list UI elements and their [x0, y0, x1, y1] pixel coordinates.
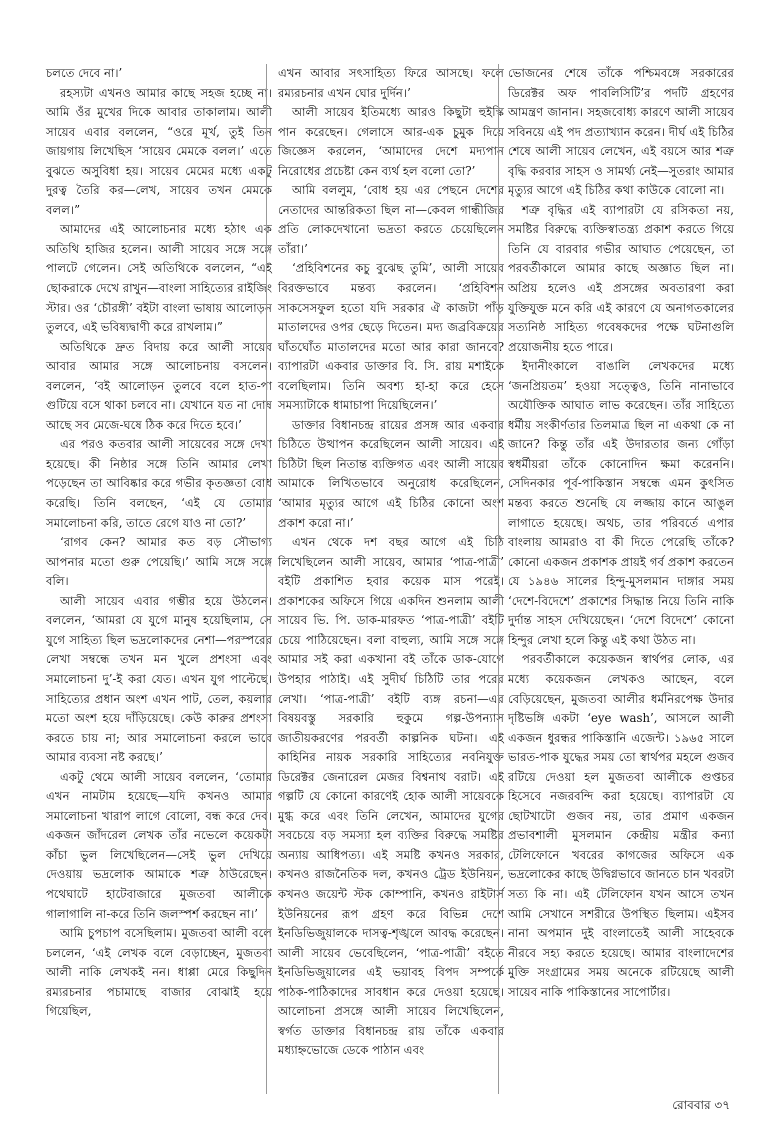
paragraph: এখন আবার সৎসাহিত্য ফিরে আসছে। ফলে রম্যরচনার এখন ঘোর দুর্দিন।’ — [278, 66, 504, 100]
paragraph: আলী সায়েব ইতিমধ্যে আরও কিছুটা হুইস্কি পান করেছেন। গেলাসে আর-এক চুমুক দিয়ে জিজ্ঞেস করলেন, ‘আমাদের দেশে মদ্যপান নিরোধের প্রচেষ্টা কেন ব্যর্থ হল বলো তো?’ — [278, 105, 504, 178]
paragraph: আমাদের এই আলোচনার মধ্যে হঠাৎ এক অতিথি হাজির হলেন। আলী সায়েব সঙ্গে সঙ্গে পালটে গেলেন। সেই অতিথিকে বললেন, “এই ছোকরাকে দেখে রাখুন—বাংলা সাহিত্যের রাইজিং স্টার। ওর ‘চৌরঙ্গী’ বইটা বাংলা ভাষায় আলোড়ন তুলবে, এই ভবিষ্যদ্বাণী করে রাখলাম।” — [46, 222, 272, 335]
paragraph: চলতে দেবে না।’ — [46, 66, 123, 80]
paragraph: ইদানীংকালে বাঙালি লেখকদের মধ্যে ‘জনপ্রিয়তম’ হওয়া সত্ত্বেও, তিনি নানাভাবে অযৌক্তিক আঘাত লাভ করেছেন। তাঁর সাহিত্যে ধর্মীয় সংকীর্ণতার তিলমাত্র ছিল না একথা কে না জানে? কিন্তু তাঁর এই উদারতার জন্য গোঁড়া স্বধর্মীয়রা তাঁকে কোনোদিন ক্ষমা করেননি। সেদিনকার পূর্ব-পাকিস্তান সম্বন্ধে এমন কুৎসিত মন্তব্য করতে শুনেছি যে লজ্জায় কানে আঙুল লাগাতে হয়েছে। অথচ, তার পরিবর্তে এপার বাংলায় আমরাও বা কী দিতে পেরেছি তাঁকে? কোনো একজন প্রকাশক প্রায়ই গর্ব প্রকাশ করতেন যে ১৯৪৬ সালের হিন্দু-মুসলমান দাঙ্গার সময় ‘দেশে-বিদেশে’ প্রকাশের সিদ্ধান্ত নিয়ে তিনি নাকি দুর্দান্ত সাহস দেখিয়েছেন। ‘দেশে বিদেশে’ কোনো হিন্দুর লেখা হলে কিন্তু এই কথা উঠত না। — [508, 359, 734, 647]
paragraph: এর পরও কতবার আলী সায়েবের সঙ্গে দেখা হয়েছে। কী নিষ্ঠার সঙ্গে তিনি আমার লেখা পড়েছেন তা আবিষ্কার করে গভীর কৃতজ্ঞতা বোধ করেছি। তিনি বলছেন, ‘এই যে তোমার সমালোচনা করি, তাতে রেগে যাও না তো?’ — [46, 437, 272, 530]
paragraph: ‘রাগব কেন? আমার কত বড় সৌভাগ্য আপনার মতো গুরু পেয়েছি।’ আমি সঙ্গে সঙ্গে বলি। — [46, 535, 272, 589]
paragraph: শত্রু বৃদ্ধির এই ব্যাপারটা যে রসিকতা নয়, সমষ্টির বিরুদ্ধে ব্যক্তিস্বাতন্ত্র্য প্রকাশ করতে গিয়ে তিনি যে বারবার গভীর আঘাত পেয়েছেন, তা পরবর্তীকালে আমার কাছে অজ্ঞাত ছিল না। অপ্রিয় হলেও এই প্রসঙ্গের অবতারণা করা যুক্তিযুক্ত মনে করি এই কারণে যে অনাগতকালের সত্যনিষ্ঠ সাহিত্য গবেষকদের পক্ষে ঘটনাগুলি প্রয়োজনীয় হতে পারে। — [508, 202, 734, 354]
paragraph: একটু থেমে আলী সায়েব বললেন, ‘তোমার এখন নামটাম হয়েছে—যদি কখনও আমার সমালোচনা খারাপ লাগে বোলো, বন্ধ করে দেব। একজন জাঁদরেল লেখক তাঁর নভেলে কয়েকটা কাঁচা ভুল লিখেছিলেন—সেই ভুল দেখিয়ে দেওয়ায় ভদ্রলোক আমাকে শত্রু ঠাউরেছেন। পথেঘাটে হাটেবাজারে মুজতবা আলীকে গালাগালি না-করে তিনি জলস্পর্শ করছেন না।’ — [46, 769, 272, 921]
column-divider — [266, 64, 267, 1094]
text-column-2 — [278, 64, 504, 1061]
paragraph: আমি বললুম, ‘বোধ হয় এর পেছনে দেশের নেতাদের আন্তরিকতা ছিল না—কেবল গান্ধীজির প্রতি লোকদেখানো ভদ্রতা করতে চেয়েছিলেন তাঁরা।’ — [278, 183, 504, 256]
paragraph: ‘প্রহিবিশনের কচু বুঝেছ তুমি’, আলী সায়েব বিরক্তভাবে মন্তব্য করলেন। ‘প্রহিবিশন সাকসেসফুল হতো যদি সরকার ঐ কাজটা পাঁড় মাতালদের ওপর ছেড়ে দিতেন। মদ্য জব্রবিক্রয়ের ঘাঁতঘোঁত মাতালদের মতো আর কারা জানবে? ব্যাপারটা একবার ডাক্তার বি. সি. রায় মশাইকে বলেছিলাম। তিনি অবশ্য হা-হা করে হেসে সমস্যাটাকে ধামাচাপা দিয়েছিলেন।’ — [278, 261, 504, 413]
paragraph: ডাক্তার বিধানচন্দ্র রায়ের প্রসঙ্গ আর একবার চিঠিতে উত্থাপন করেছিলেন আলী সায়েব। এই চিঠিটা ছিল নিতান্ত ব্যক্তিগত এবং আলী সায়েব আমাকে লিখিতভাবে অনুরোধ করেছিলেন, ‘আমার মৃত্যুর আগে এই চিঠির কোনো অংশ প্রকাশ করো না।’ — [278, 417, 504, 530]
text-column-3 — [508, 64, 734, 1002]
paragraph: পরবর্তীকালে কয়েকজন স্বার্থপর লোক, এর মধ্যে কয়েকজন লেখকও আছেন, বলে বেড়িয়েছেন, মুজতবা আলীর ধর্মনিরপেক্ষ উদার দৃষ্টিভঙ্গি একটা ‘eye wash’, আসলে আলী একজন ধুরন্ধর পাকিস্তানি এজেন্ট। ১৯৬৫ সালে ভারত-পাক যুদ্ধের সময় তো স্বার্থপর মহলে গুজব রটিয়ে দেওয়া হল মুজতবা আলীকে গুপ্তচর হিসেবে নজরবন্দি করা হয়েছে। ব্যাপারটা যে ছোটখাটো গুজব নয়, তার প্রমাণ একজন প্রভাবশালী মুসলমান কেন্দ্রীয় মন্ত্রীর কন্যা টেলিফোনে খবরের কাগজের অফিসে এক ভদ্রলোকের কাছে উদ্বিগ্নভাবে জানতে চান খবরটা সত্য কি না। এই টেলিফোন যখন আসে তখন আমি সেখানে সশরীরে উপস্থিত ছিলাম। এইসব নানা অপমান দুই বাংলাতেই আলী সাহেবকে নীরবে সহ্য করতে হয়েছে। আমার বাংলাদেশের মুক্তি সংগ্রামের সময় অনেকে রটিয়েছে আলী সায়েব নাকি পাকিস্তানের সাপোর্টার। — [508, 652, 734, 999]
paragraph: এখন থেকে দশ বছর আগে এই চিঠি লিখেছিলেন আলী সায়েব, আমার ‘পাত্র-পাত্রী’ বইটি প্রকাশিত হবার কয়েক মাস পরেই। প্রকাশকের অফিসে গিয়ে একদিন শুনলাম আলী সায়েব ভি. পি. ডাক-মারফত ‘পাত্র-পাত্রী’ বইটি চেয়ে পাঠিয়েছেন। বলা বাহুল্য, আমি সঙ্গে সঙ্গে আমার সই করা একখানা বই তাঁকে ডাক-যোগে উপহার পাঠাই। এই সুদীর্ঘ চিঠিটি তার পরের লেখা। ‘পাত্র-পাত্রী’ বইটি ব্যঙ্গ রচনা—এর বিষয়বস্তু সরকারি হুকুমে গল্প-উপন্যাস জাতীয়করণের পরবর্তী কাল্পনিক ঘটনা। এই কাহিনির নায়ক সরকারি সাহিত্যের নবনিযুক্ত ডিরেক্টর জেনারেল মেজর বিশ্বনাথ বরাট। এই গল্পটি যে কোনো কারণেই হোক আলী সায়েবকে মুগ্ধ করে এবং তিনি লেখেন, আমাদের যুগের সবচেয়ে বড় সমস্যা হল ব্যক্তির বিরুদ্ধে সমষ্টির অন্যায় আধিপত্য। এই সমষ্টি কখনও সরকার, কখনও রাজনৈতিক দল, কখনও ট্রেড ইউনিয়ন, কখনও জয়েন্ট স্টক কোম্পানি, কখনও রাইটার্স ইউনিয়নের রূপ গ্রহণ করে বিভিন্ন দেশে ইনডিভিজুয়ালকে দাসত্ব-শৃঙ্খলে আবদ্ধ করেছেন। আলী সায়েব ভেবেছিলেন, ‘পাত্র-পাত্রী’ বইতে ইনডিভিজুয়ালের এই ভয়াবহ বিপদ সম্পর্কে পাঠক-পাঠিকাদের সাবধান করে দেওয়া হয়েছে। আলোচনা প্রসঙ্গে আলী সায়েব লিখেছিলেন, স্বর্গত ডাক্তার বিধানচন্দ্র রায় তাঁকে একবার মধ্যাহ্নভোজে ডেকে পাঠান এবং — [278, 535, 504, 1058]
paragraph: আলী সায়েব এবার গম্ভীর হয়ে উঠলেন। বললেন, ‘আমরা যে যুগে মানুষ হয়েছিলাম, সে যুগে সাহিত্য ছিল ভদ্রলোকদের নেশা—পরস্পরের লেখা সম্বন্ধে তখন মন খুলে প্রশংসা এবং সমালোচনা দু’-ই করা যেত। এখন যুগ পাল্টেছে। সাহিত্যের প্রধান অংশ এখন পাট, তেল, কয়লার মতো অংশ হয়ে দাঁড়িয়েছে। কেউ কারুর প্রশংসা করতে চায় না; আর সমালোচনা করলে ভাবে আমার ব্যবসা নষ্ট করছে।’ — [46, 593, 272, 765]
text-column-1 — [46, 64, 272, 1022]
paragraph: অতিথিকে দ্রুত বিদায় করে আলী সায়েব আবার আমার সঙ্গে আলোচনায় বসলেন। বললেন, ‘বই আলোড়ন তুলবে বলে হাত-পা গুটিয়ে বসে থাকা চলবে না। যেখানে যত না দোষ আছে সব মেজে-ঘষে ঠিক করে দিতে হবে।’ — [46, 339, 272, 432]
column-divider — [498, 64, 499, 1094]
page-footer: রোববার ৩৭ — [672, 1098, 730, 1112]
paragraph: আমি চুপচাপ বসেছিলাম। মুজতবা আলী বলে চললেন, ‘এই লেখক বলে বেড়াচ্ছেন, মুজতবা আলী নাকি লেখকই নন। ধাপ্পা মেরে কিছুদিন রম্যরচনার পচামাছে বাজার বোঝাই হয়ে গিয়েছিল, — [46, 926, 272, 1019]
paragraph: ভোজনের শেষে তাঁকে পশ্চিমবঙ্গে সরকারের ডিরেক্টর অফ পাবলিসিটি’র পদটি গ্রহণের আমন্ত্রণ জানান। সহজবোধ্য কারণে আলী সায়েব সবিনয়ে এই পদ প্রত্যাখ্যান করেন। দীর্ঘ এই চিঠির শেষে আলী সায়েব লেখেন, এই বয়সে আর শত্রু বৃদ্ধি করবার সাহস ও সামর্থ্য নেই—সুতরাং আমার মৃত্যুর আগে এই চিঠির কথা কাউকে বোলো না। — [508, 66, 734, 198]
paragraph: রহস্যটা এখনও আমার কাছে সহজ হচ্ছে না। আমি ওঁর মুখের দিকে আবার তাকালাম। আলী সায়েব এবার বললেন, “ওরে মূর্খ, তুই তিন জায়গায় লিখেছিস ‘সায়েব মেমকে বলল।’ এতে বুঝতে অসুবিধা হয়। সায়েব মেমের মধ্যে একটু দুরত্ব তৈরি কর—লেখ, সায়েব তখন মেমকে বলল।” — [46, 85, 272, 217]
